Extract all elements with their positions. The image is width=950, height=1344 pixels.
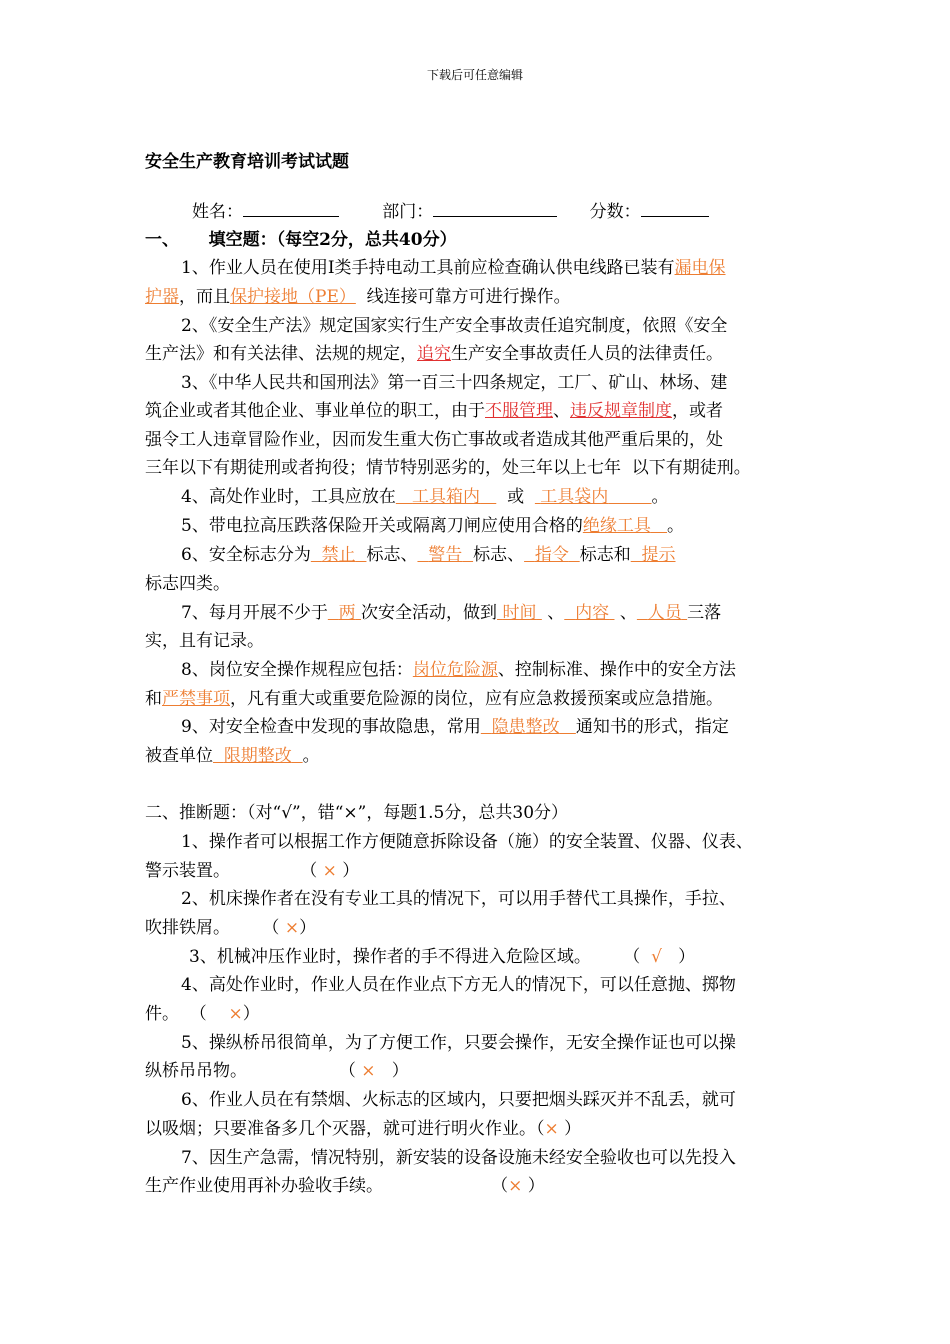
j2-line1: 2、机床操作者在没有专业工具的情况下，可以用手替代工具操作，手拉、 bbox=[181, 889, 736, 909]
q3-text-b: 筑企业或者其他企业、事业单位的职工，由于 bbox=[145, 401, 485, 421]
j7-text-b: 生产作业使用再补办验收手续。 bbox=[145, 1176, 383, 1196]
q1-answer2: 保护接地（PE） bbox=[230, 287, 356, 307]
j7-mark: × bbox=[508, 1176, 523, 1196]
j6-line1: 6、作业人员在有禁烟、火标志的区域内，只要把烟头踩灭并不乱丢，就可 bbox=[181, 1090, 736, 1110]
j7-line2: 生产作业使用再补办验收手续。 （× ） bbox=[145, 1176, 545, 1196]
j4-line1: 4、高处作业时，作业人员在作业点下方无人的情况下，可以任意抛、掷物 bbox=[181, 975, 736, 995]
q2-line2 bbox=[145, 339, 723, 364]
section2-heading: 二、推断题：（对“√”，错“×”，每题1.5分，总共30分） bbox=[145, 803, 569, 823]
q1-text-c: 线连接可靠方可进行操作。 bbox=[366, 287, 571, 307]
q6-text-a: 6、安全标志分为 bbox=[181, 545, 311, 565]
j4-mark: × bbox=[228, 1004, 243, 1024]
j3-line: 3、机械冲压作业时，操作者的手不得进入危险区域。 （ √ ） bbox=[189, 947, 696, 967]
q7-line1 bbox=[181, 598, 721, 623]
q6-answer3: 指令 bbox=[534, 545, 569, 565]
q6-text-d: 标志和 bbox=[579, 545, 631, 565]
info-row bbox=[192, 197, 709, 222]
q8-answer1: 岗位危险源 bbox=[412, 660, 498, 680]
q6-answer2: 警告 bbox=[428, 545, 463, 565]
q6-line1 bbox=[181, 540, 676, 565]
page-title: 安全生产教育培训考试试题 bbox=[145, 152, 349, 172]
q5-text-b: 。 bbox=[667, 516, 685, 536]
q3-text-c: ，或者 bbox=[672, 401, 723, 421]
section1-title: 填空题：（每空2分，总共40分） bbox=[208, 230, 457, 250]
q9-text-a: 9、对安全检查中发现的事故隐患，常用 bbox=[181, 717, 481, 737]
q4-answer2: 工具袋内 bbox=[540, 487, 609, 507]
q8-text-c: 和 bbox=[145, 689, 162, 709]
q6-answer4: 提示 bbox=[641, 545, 676, 565]
name-field[interactable] bbox=[243, 202, 339, 217]
q5-text-a: 5、带电拉高压跌落保险开关或隔离刀闸应使用合格的 bbox=[181, 516, 583, 536]
q9-answer2: 限期整改 bbox=[223, 746, 292, 766]
dept-label: 部门： bbox=[382, 202, 434, 222]
q4-text-c: 。 bbox=[651, 487, 669, 507]
j5-mark: × bbox=[361, 1061, 376, 1081]
q6-text-b: 标志、 bbox=[366, 545, 418, 565]
j2-mark: × bbox=[284, 918, 300, 938]
q9-line1 bbox=[181, 712, 729, 737]
q8-line2 bbox=[145, 684, 723, 709]
j5-line2: 纵桥吊吊物。 （ × ） bbox=[145, 1061, 409, 1081]
q3-answer1: 不服管理 bbox=[485, 401, 553, 421]
q6-text-c: 标志、 bbox=[473, 545, 525, 565]
q5-answer: 绝缘工具 bbox=[582, 516, 651, 536]
q3-answer2: 违反规章制度 bbox=[570, 401, 672, 421]
j1-line1: 1、操作者可以根据工作方便随意拆除设备（施）的安全装置、仪器、仪表、 bbox=[181, 832, 753, 852]
q8-answer2: 严禁事项 bbox=[162, 689, 230, 709]
q7-sep1: 、 bbox=[547, 603, 565, 623]
q7-text-a: 7、每月开展不少于 bbox=[181, 603, 328, 623]
j5-line1: 5、操纵桥吊很简单，为了方便工作，只要会操作，无安全操作证也可以操 bbox=[181, 1033, 736, 1053]
dept-field[interactable] bbox=[433, 202, 557, 217]
j7-line1: 7、因生产急需，情况特别，新安装的设备设施未经安全验收也可以先投入 bbox=[181, 1148, 736, 1168]
q2-answer: 追究 bbox=[417, 344, 451, 364]
q6-line2: 标志四类。 bbox=[145, 574, 230, 594]
q5-line bbox=[181, 511, 684, 536]
j5-text-b: 纵桥吊吊物。 bbox=[145, 1061, 247, 1081]
q2-text-c: 生产安全事故责任人员的法律责任。 bbox=[451, 344, 723, 364]
q4-answer1: 工具箱内 bbox=[412, 487, 481, 507]
q1-answer1a: 漏电保 bbox=[674, 258, 726, 278]
j4-text-b: 件。 bbox=[145, 1004, 179, 1024]
q1-answer1b: 护器 bbox=[145, 287, 179, 307]
section1-heading bbox=[145, 225, 457, 250]
j3-text-a: 3、机械冲压作业时，操作者的手不得进入危险区域。 bbox=[189, 947, 591, 967]
q3-line2 bbox=[145, 396, 723, 421]
q7-text-c: 三落 bbox=[687, 603, 722, 623]
q3-sep: 、 bbox=[553, 401, 570, 421]
q9-line2 bbox=[145, 741, 320, 766]
name-label: 姓名： bbox=[192, 202, 243, 222]
j2-line2: 吹排铁屑。 （ ×） bbox=[145, 918, 317, 938]
q2-text-b: 生产法》和有关法律、法规的规定， bbox=[145, 344, 417, 364]
q7-sep2: 、 bbox=[619, 603, 637, 623]
j1-text-b: 警示装置。 bbox=[145, 861, 230, 881]
q9-text-d: 。 bbox=[302, 746, 320, 766]
j3-mark: √ bbox=[651, 947, 662, 967]
q7-text-b: 次安全活动，做到 bbox=[361, 603, 498, 623]
q9-answer1: 隐患整改 bbox=[491, 717, 560, 737]
q3-line1: 3、《中华人民共和国刑法》第一百三十四条规定，工厂、矿山、林场、建 bbox=[181, 373, 728, 393]
q8-text-d: ，凡有重大或重要危险源的岗位，应有应急救援预案或应急措施。 bbox=[230, 689, 723, 709]
q1-line1 bbox=[181, 253, 726, 278]
q9-text-c: 被查单位 bbox=[145, 746, 213, 766]
j6-line2: 以吸烟；只要准备多几个灭器，就可进行明火作业。（× ） bbox=[145, 1119, 582, 1139]
j1-mark: × bbox=[322, 861, 337, 881]
q7-answer2: 时间 bbox=[502, 603, 537, 623]
q6-answer1: 禁止 bbox=[321, 545, 356, 565]
q3-line3: 强令工人违章冒险作业，因而发生重大伤亡事故或者造成其他严重后果的，处 bbox=[145, 430, 723, 450]
q9-text-b: 通知书的形式，指定 bbox=[575, 717, 729, 737]
q8-text-a: 8、岗位安全操作规程应包括： bbox=[181, 660, 413, 680]
q8-line1 bbox=[181, 655, 736, 680]
score-label: 分数： bbox=[589, 202, 641, 222]
q1-text-b: ，而且 bbox=[179, 287, 230, 307]
q1-line2 bbox=[145, 282, 571, 307]
section1-number: 一、 bbox=[145, 230, 179, 250]
q7-answer3: 内容 bbox=[575, 603, 610, 623]
j1-line2: 警示装置。 （ × ） bbox=[145, 861, 360, 881]
j2-text-b: 吹排铁屑。 bbox=[145, 918, 230, 938]
q7-line2: 实，且有记录。 bbox=[145, 631, 264, 651]
q3-line4: 三年以下有期徒刑或者拘役；情节特别恶劣的，处三年以上七年 以下有期徒刑。 bbox=[145, 458, 751, 478]
q4-line bbox=[181, 482, 669, 507]
q2-line1: 2、《安全生产法》规定国家实行生产安全事故责任追究制度，依照《安全 bbox=[181, 316, 728, 336]
q7-answer1: 两 bbox=[338, 603, 356, 623]
q7-answer4: 人员 bbox=[647, 603, 682, 623]
j6-text-b: 以吸烟；只要准备多几个灭器，就可进行明火作业。 bbox=[145, 1119, 536, 1139]
q4-text-b: 或 bbox=[507, 487, 525, 507]
j4-line2: 件。 （ ×） bbox=[145, 1004, 260, 1024]
q8-text-b: 、控制标准、操作中的安全方法 bbox=[497, 660, 736, 680]
q4-text-a: 4、高处作业时，工具应放在 bbox=[181, 487, 396, 507]
score-field[interactable] bbox=[641, 202, 709, 217]
j6-mark: × bbox=[544, 1119, 559, 1139]
header-note: 下载后可任意编辑 bbox=[426, 68, 523, 82]
q1-text-a: 1、作业人员在使用Ⅰ类手持电动工具前应检查确认供电线路已装有 bbox=[181, 258, 675, 278]
